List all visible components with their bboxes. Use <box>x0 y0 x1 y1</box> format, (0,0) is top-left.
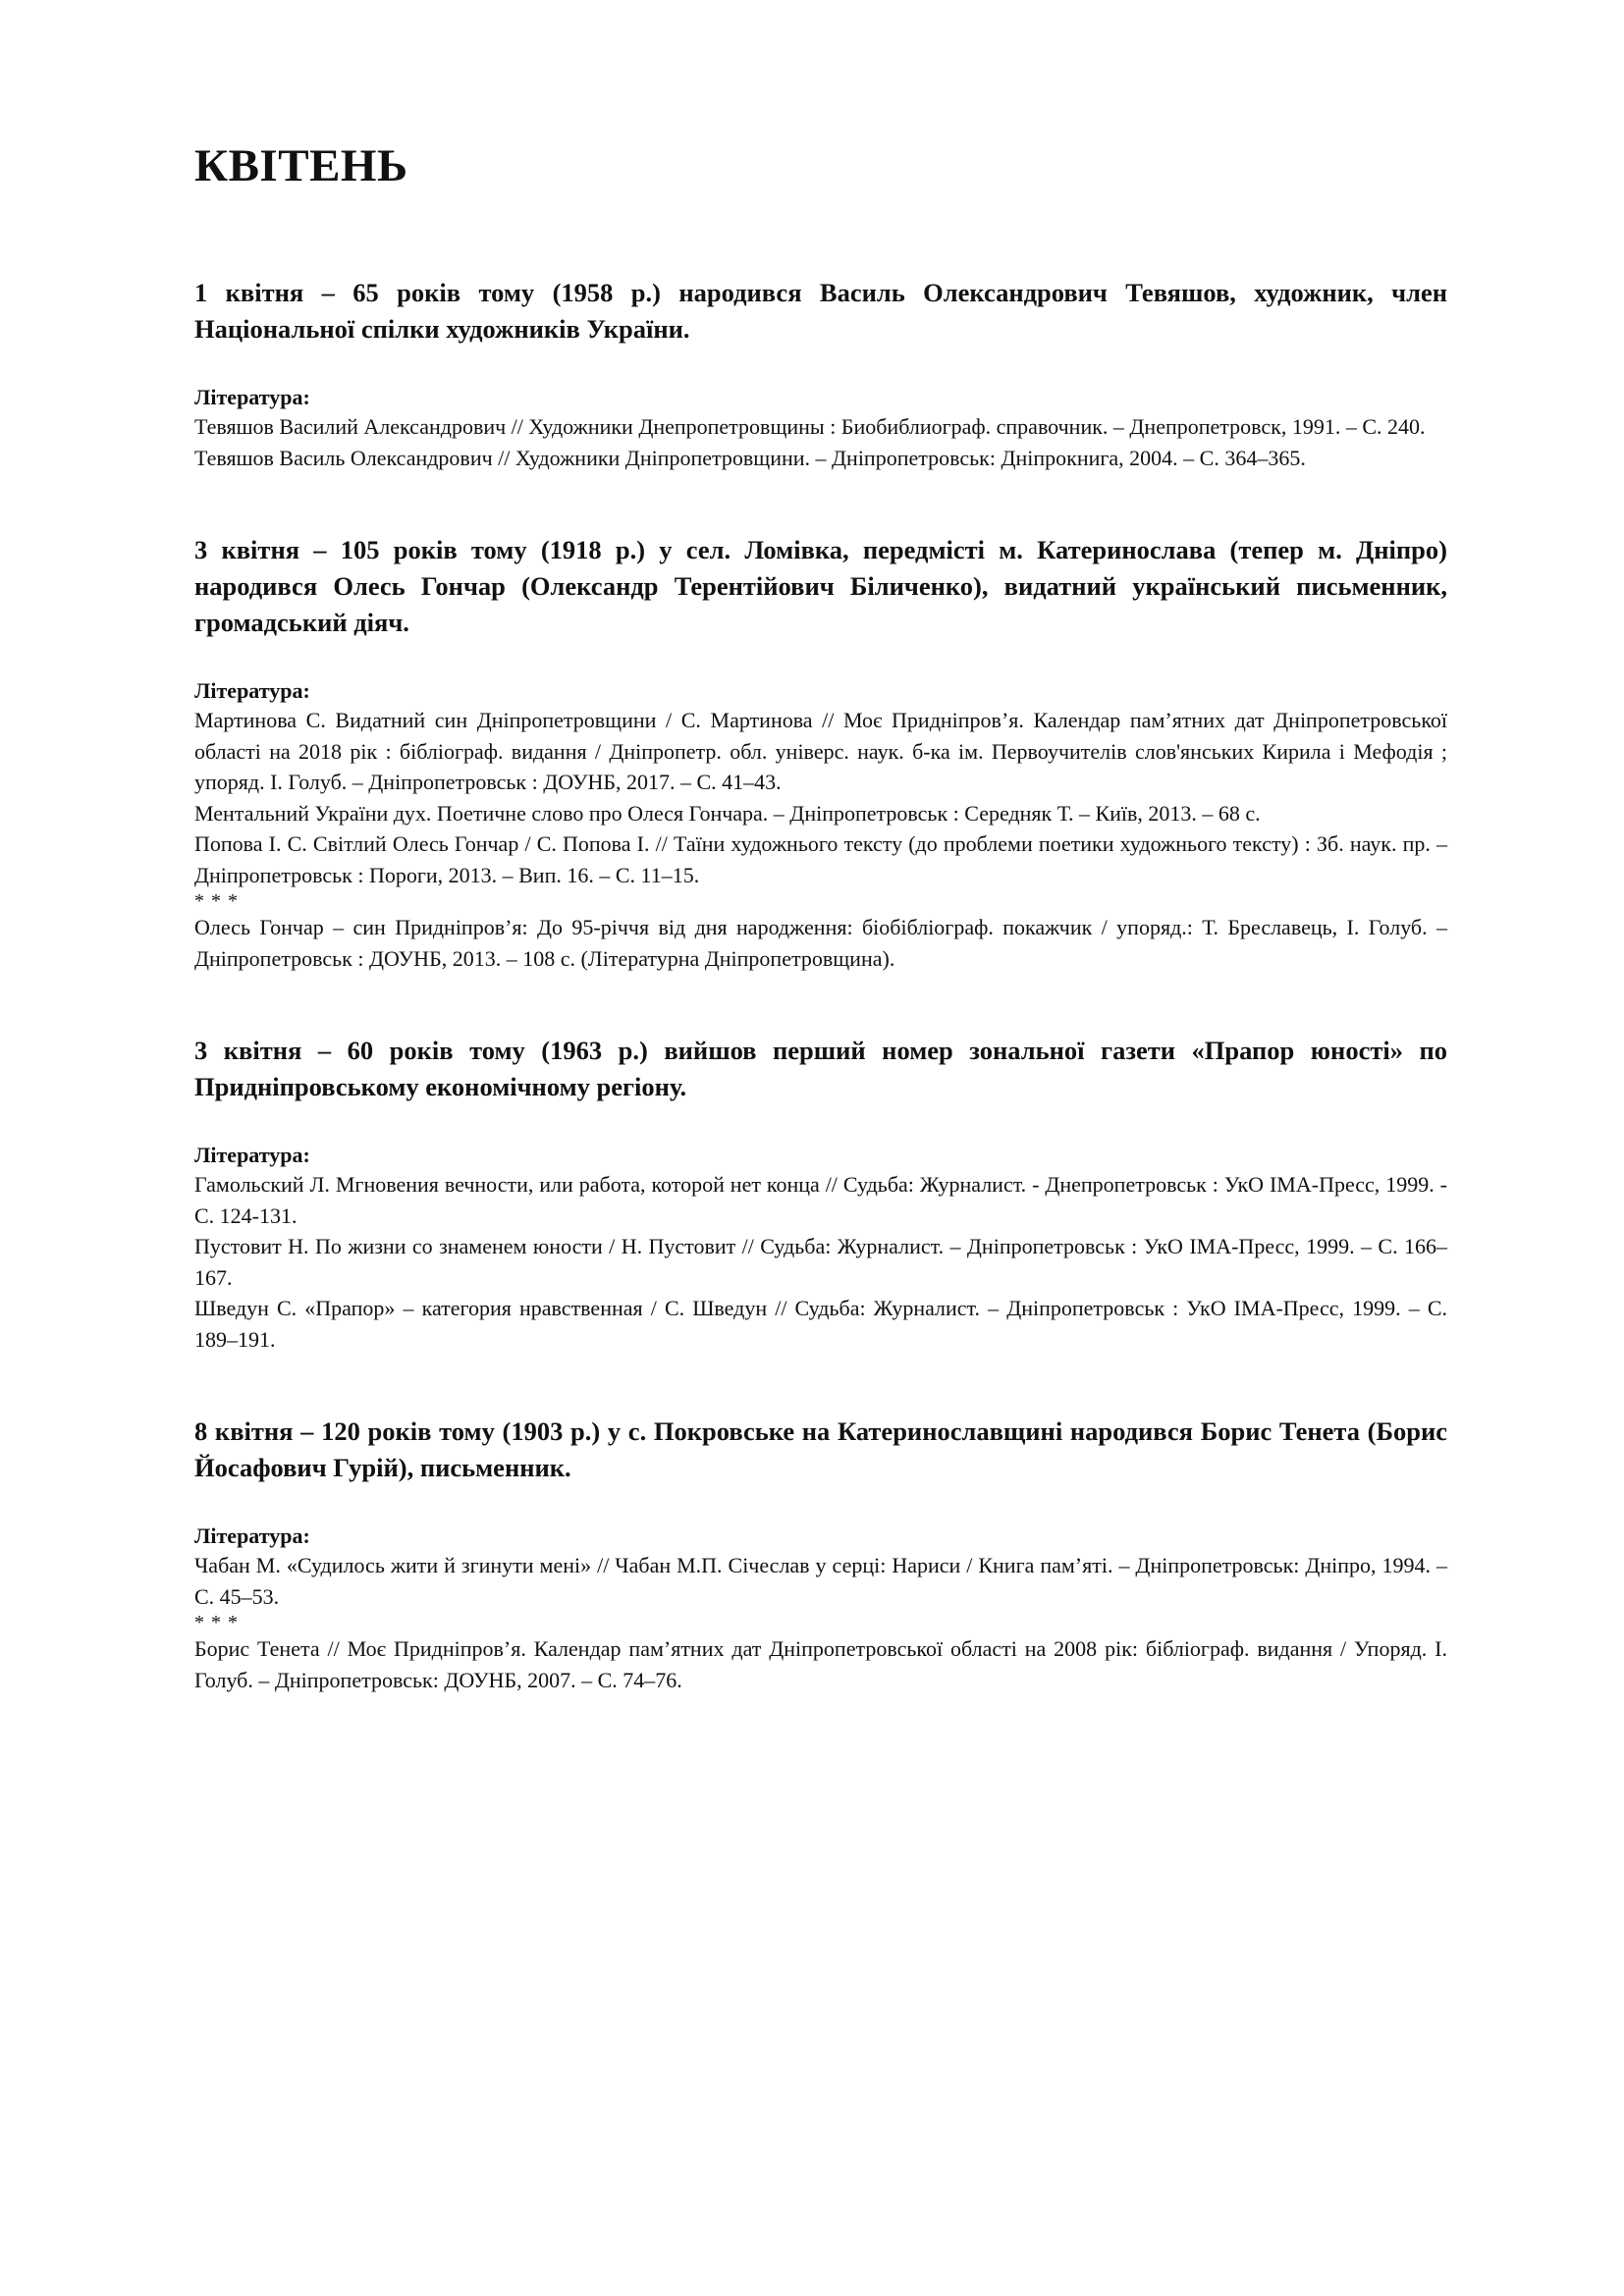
literature-label: Література: <box>194 678 310 703</box>
calendar-entry <box>194 532 1447 974</box>
literature-label: Література: <box>194 1143 310 1167</box>
bibliography-item: Тевяшов Василь Олександрович // Художники Дніпропетровщини. – Дніпропетровськ: Дніпрокнига, 2004. – С. 364–365. <box>194 445 1306 470</box>
entry-heading: 3 квітня – 60 років тому (1963 р.) вийшов перший номер зональної газети «Прапор юності» по Придніпровському економічному регіону. <box>194 1036 1447 1101</box>
calendar-entry <box>194 275 1447 473</box>
calendar-entry <box>194 1033 1447 1355</box>
page-title: КВІТЕНЬ <box>194 140 408 191</box>
section-separator: * * * <box>194 1612 239 1633</box>
entry-heading: 8 квітня – 120 років тому (1903 р.) у с. Покровське на Катеринославщині народився Борис Тенета (Борис Йосафович Гурій), письменник. <box>194 1416 1447 1482</box>
section-separator: * * * <box>194 890 239 912</box>
document-page <box>194 137 1447 1754</box>
literature-label: Література: <box>194 1523 310 1548</box>
bibliography-item: Тевяшов Василий Александрович // Художники Днепропетровщины : Биобиблиограф. справочник. – Днепропетровск, 1991. – С. 240. <box>194 414 1426 439</box>
literature-label: Література: <box>194 385 310 409</box>
entry-heading: 3 квітня – 105 років тому (1918 р.) у сел. Ломівка, передмісті м. Катеринослава (тепер м. Дніпро) народився Олесь Гончар (Олександр Терентійович Біличенко), видатний український письменник, громадський діяч. <box>194 535 1447 637</box>
bibliography-item: Олесь Гончар – син Придніпров’я: До 95-річчя від дня народження: біобібліограф. покажчик / упоряд.: Т. Бреславець, І. Голуб. – Дніпропетровськ : ДОУНБ, 2013. – 108 с. (Літературна Дніпропетровщина). <box>194 915 1447 971</box>
bibliography-item: Мартинова С. Видатний син Дніпропетровщини / С. Мартинова // Моє Придніпров’я. Календар пам’ятних дат Дніпропетровської області на 2018 рік : бібліограф. видання / Дніпропетр. обл. універс. наук. б-ка ім. Первоучителів слов'янських Кирила і Мефодія ; упоряд. І. Голуб. – Дніпропетровськ : ДОУНБ, 2017. – С. 41–43. <box>194 708 1447 794</box>
bibliography-item: Борис Тенета // Моє Придніпров’я. Календар пам’ятних дат Дніпропетровської області на 2008 рік: бібліограф. видання / Упоряд. І. Голуб. – Дніпропетровськ: ДОУНБ, 2007. – С. 74–76. <box>194 1636 1447 1692</box>
calendar-entry <box>194 1414 1447 1695</box>
bibliography-item: Пустовит Н. По жизни со знаменем юности / Н. Пустовит // Судьба: Журналист. – Дніпропетровськ : УкО ІМА-Пресс, 1999. – С. 166–167. <box>194 1234 1447 1290</box>
bibliography-item: Чабан М. «Судилось жити й згинути мені» // Чабан М.П. Січеслав у серці: Нариси / Книга пам’яті. – Дніпропетровськ: Дніпро, 1994. – С. 45–53. <box>194 1553 1447 1609</box>
bibliography-item: Шведун С. «Прапор» – категория нравственная / С. Шведун // Судьба: Журналист. – Дніпропетровськ : УкО ІМА-Пресс, 1999. – С. 189–191. <box>194 1296 1447 1352</box>
bibliography-item: Попова І. С. Світлий Олесь Гончар / С. Попова І. // Таїни художнього тексту (до проблеми поетики художнього тексту) : Зб. наук. пр. – Дніпропетровськ : Пороги, 2013. – Вип. 16. – С. 11–15. <box>194 831 1447 887</box>
bibliography-item: Ментальний України дух. Поетичне слово про Олеся Гончара. – Дніпропетровськ : Середняк Т. – Київ, 2013. – 68 с. <box>194 800 1261 826</box>
bibliography-item: Гамольский Л. Мгновения вечности, или работа, которой нет конца // Судьба: Журналист. - Днепропетровськ : УкО ІМА-Пресс, 1999. - С. 124-131. <box>194 1172 1447 1228</box>
entry-heading: 1 квітня – 65 років тому (1958 р.) народився Василь Олександрович Тевяшов, художник, член Національної спілки художників України. <box>194 278 1447 344</box>
